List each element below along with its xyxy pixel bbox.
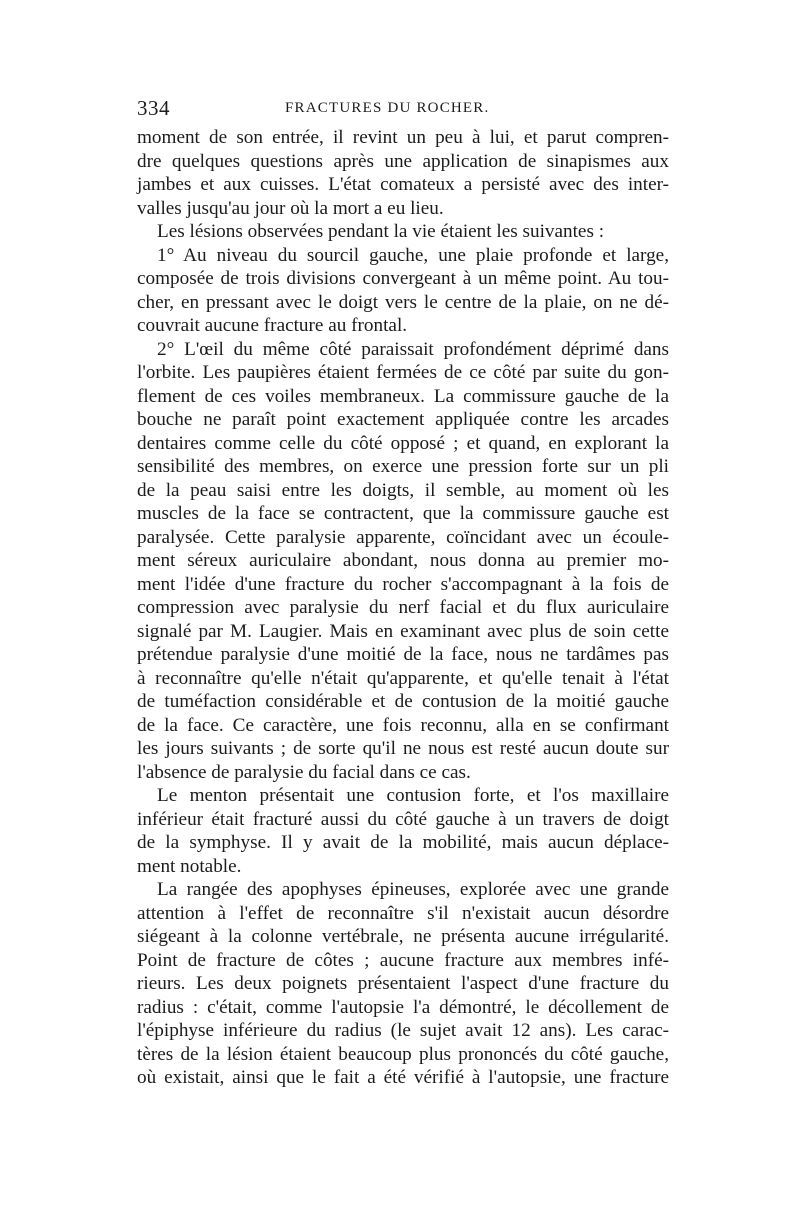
- text-line: rieurs. Les deux poignets présentaient l'aspect d'une fracture du: [137, 973, 669, 994]
- body-text: [137, 126, 669, 1090]
- book-page: [137, 96, 669, 1090]
- text-line: couvrait aucune fracture au frontal.: [137, 315, 408, 336]
- text-line: de la symphyse. Il y avait de la mobilité, mais aucun déplace-: [137, 832, 669, 853]
- text-line: prétendue paralysie d'une moitié de la face, nous ne tardâmes pas: [137, 644, 669, 665]
- text-line: cher, en pressant avec le doigt vers le centre de la plaie, on ne dé-: [137, 291, 669, 313]
- text-line: à reconnaître qu'elle n'était qu'apparente, et qu'elle tenait à l'état: [137, 667, 669, 689]
- text-line: Le menton présentait une contusion forte, et l'os maxillaire: [157, 785, 669, 806]
- text-line: de la peau saisi entre les doigts, il semble, au moment où les: [137, 479, 669, 501]
- text-line: composée de trois divisions convergeant à un même point. Au tou-: [137, 268, 669, 289]
- text-line: bouche ne paraît point exactement appliquée contre les arcades: [137, 409, 669, 430]
- text-line: Point de fracture de côtes ; aucune fracture aux membres infé-: [137, 949, 669, 971]
- page-number: 334: [137, 96, 170, 120]
- text-line: muscles de la face se contractent, que la commissure gauche est: [137, 503, 669, 524]
- running-title: FRACTURES DU ROCHER.: [285, 100, 490, 116]
- page-header: [137, 96, 669, 126]
- text-line: compression avec paralysie du nerf facial et du flux auriculaire: [137, 597, 669, 618]
- text-line: ment l'idée d'une fracture du rocher s'accompagnant à la fois de: [137, 573, 669, 595]
- text-line: l'absence de paralysie du facial dans ce cas.: [137, 761, 471, 783]
- text-line: de tuméfaction considérable et de contusion de la moitié gauche: [137, 691, 669, 712]
- text-line: Les lésions observées pendant la vie étaient les suivantes :: [157, 221, 605, 242]
- text-line: La rangée des apophyses épineuses, explorée avec une grande: [157, 879, 669, 900]
- text-line: ment séreux auriculaire abondant, nous donna au premier mo-: [137, 550, 669, 571]
- text-line: dentaires comme celle du côté opposé ; et quand, en explorant la: [137, 432, 669, 454]
- text-line: 1° Au niveau du sourcil gauche, une plaie profonde et large,: [157, 244, 669, 266]
- text-line: dre quelques questions après une application de sinapismes aux: [137, 150, 669, 172]
- text-line: de la face. Ce caractère, une fois reconnu, alla en se confirmant: [137, 714, 669, 736]
- text-line: ment notable.: [137, 855, 242, 877]
- text-line: tères de la lésion étaient beaucoup plus prononcés du côté gauche,: [137, 1043, 669, 1065]
- text-line: attention à l'effet de reconnaître s'il n'existait aucun désordre: [137, 902, 669, 924]
- text-line: les jours suivants ; de sorte qu'il ne nous est resté aucun doute sur: [137, 738, 669, 759]
- text-line: jambes et aux cuisses. L'état comateux a persisté avec des inter-: [137, 174, 669, 195]
- text-line: paralysée. Cette paralysie apparente, coïncidant avec un écoule-: [137, 526, 669, 548]
- text-line: où existait, ainsi que le fait a été vérifié à l'autopsie, une fracture: [137, 1067, 669, 1088]
- text-line: flement de ces voiles membraneux. La commissure gauche de la: [137, 385, 669, 407]
- text-line: signalé par M. Laugier. Mais en examinant avec plus de soin cette: [137, 620, 669, 642]
- text-line: moment de son entrée, il revint un peu à lui, et parut compren-: [137, 127, 669, 148]
- text-line: sensibilité des membres, on exerce une pression forte sur un pli: [137, 456, 669, 477]
- text-line: inférieur était fracturé aussi du côté gauche à un travers de doigt: [137, 808, 669, 830]
- text-line: siégeant à la colonne vertébrale, ne présenta aucune irrégularité.: [137, 926, 669, 947]
- text-line: 2° L'œil du même côté paraissait profondément déprimé dans: [157, 338, 669, 360]
- text-line: l'épiphyse inférieure du radius (le sujet avait 12 ans). Les carac-: [137, 1020, 669, 1041]
- text-line: radius : c'était, comme l'autopsie l'a démontré, le décollement de: [137, 996, 669, 1018]
- text-line: valles jusqu'au jour où la mort a eu lieu.: [137, 197, 444, 219]
- text-line: l'orbite. Les paupières étaient fermées de ce côté par suite du gon-: [137, 362, 669, 383]
